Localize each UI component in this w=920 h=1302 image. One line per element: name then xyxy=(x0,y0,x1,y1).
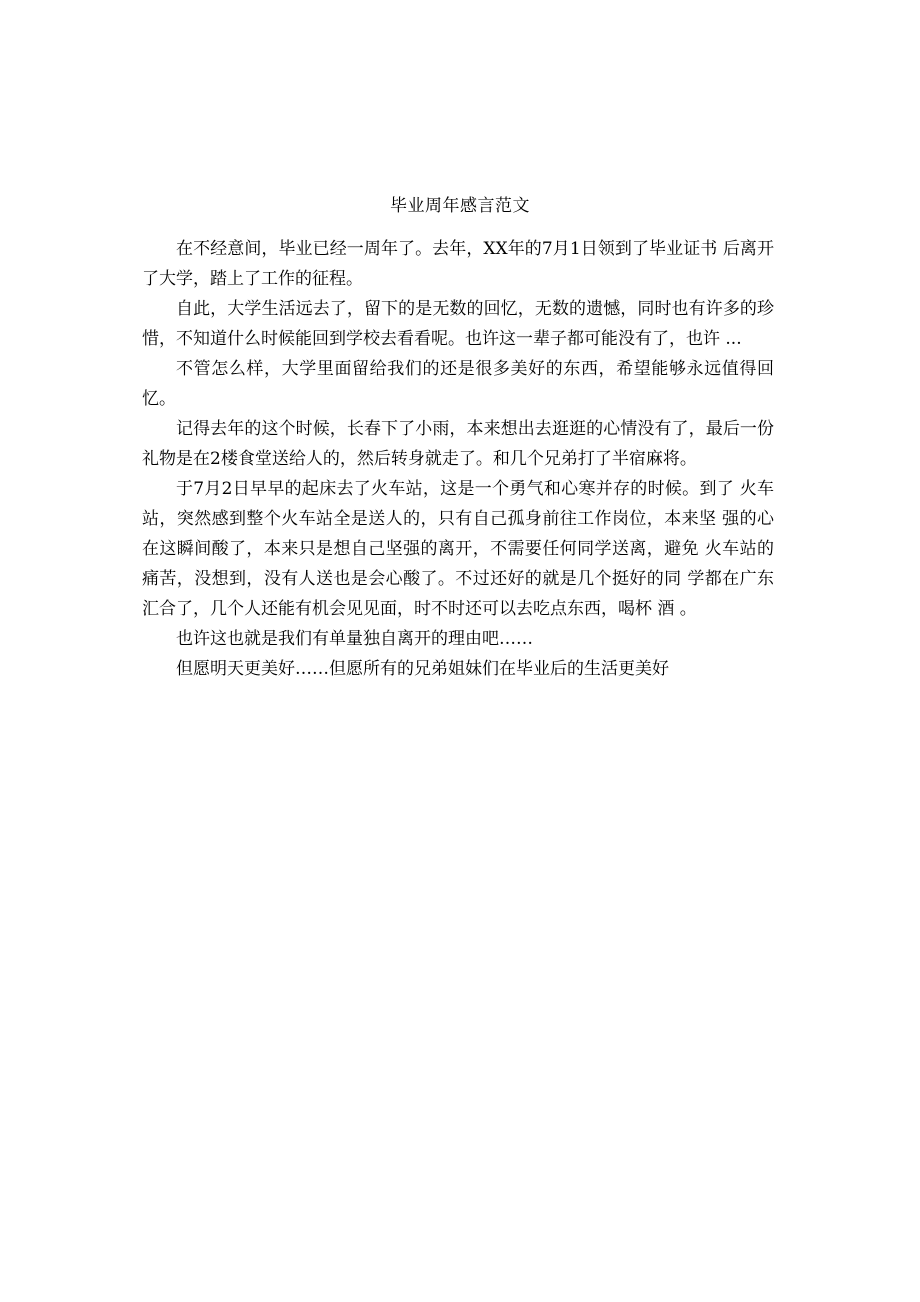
document-body xyxy=(142,234,774,684)
paragraph-7: 但愿明天更美好……但愿所有的兄弟姐妹们在毕业后的生活更美好 xyxy=(176,659,669,679)
paragraph-3: 不管怎么样，大学里面留给我们的还是很多美好的东西，希望能够永远值得回忆。 xyxy=(142,359,774,409)
paragraph-4: 记得去年的这个时候，长春下了小雨，本来想出去逛逛的心情没有了，最后一份礼物是在2楼食堂送给人的，然后转身就走了。和几个兄弟打了半宿麻将。 xyxy=(142,419,774,469)
paragraph-6: 也许这也就是我们有单量独自离开的理由吧…… xyxy=(176,629,533,649)
paragraph-1: 在不经意间，毕业已经一周年了。去年，XX年的7月1日领到了毕业证书 后离开了大学，踏上了工作的征程。 xyxy=(142,239,774,289)
paragraph-2: 自此，大学生活远去了，留下的是无数的回忆，无数的遗憾，同时也有许多的珍惜，不知道什么时候能回到学校去看看呢。也许这一辈子都可能没有了，也许 ... xyxy=(142,299,774,349)
paragraph-5: 于7月2日早早的起床去了火车站，这是一个勇气和心寒并存的时候。到了 火车站，突然感到整个火车站全是送人的，只有自己孤身前往工作岗位，本来坚 强的心在这瞬间酸了，本来只是想自己坚强的离开，不需要任何同学送离，避免 火车站的痛苦，没想到，没有人送也是会心酸了。不过还好的就是几个挺好的同 学都在广东汇合了，几个人还能有机会见见面，时不时还可以去吃点东西，喝杯 酒 。 xyxy=(142,479,774,619)
document-title: 毕业周年感言范文 xyxy=(390,196,530,216)
